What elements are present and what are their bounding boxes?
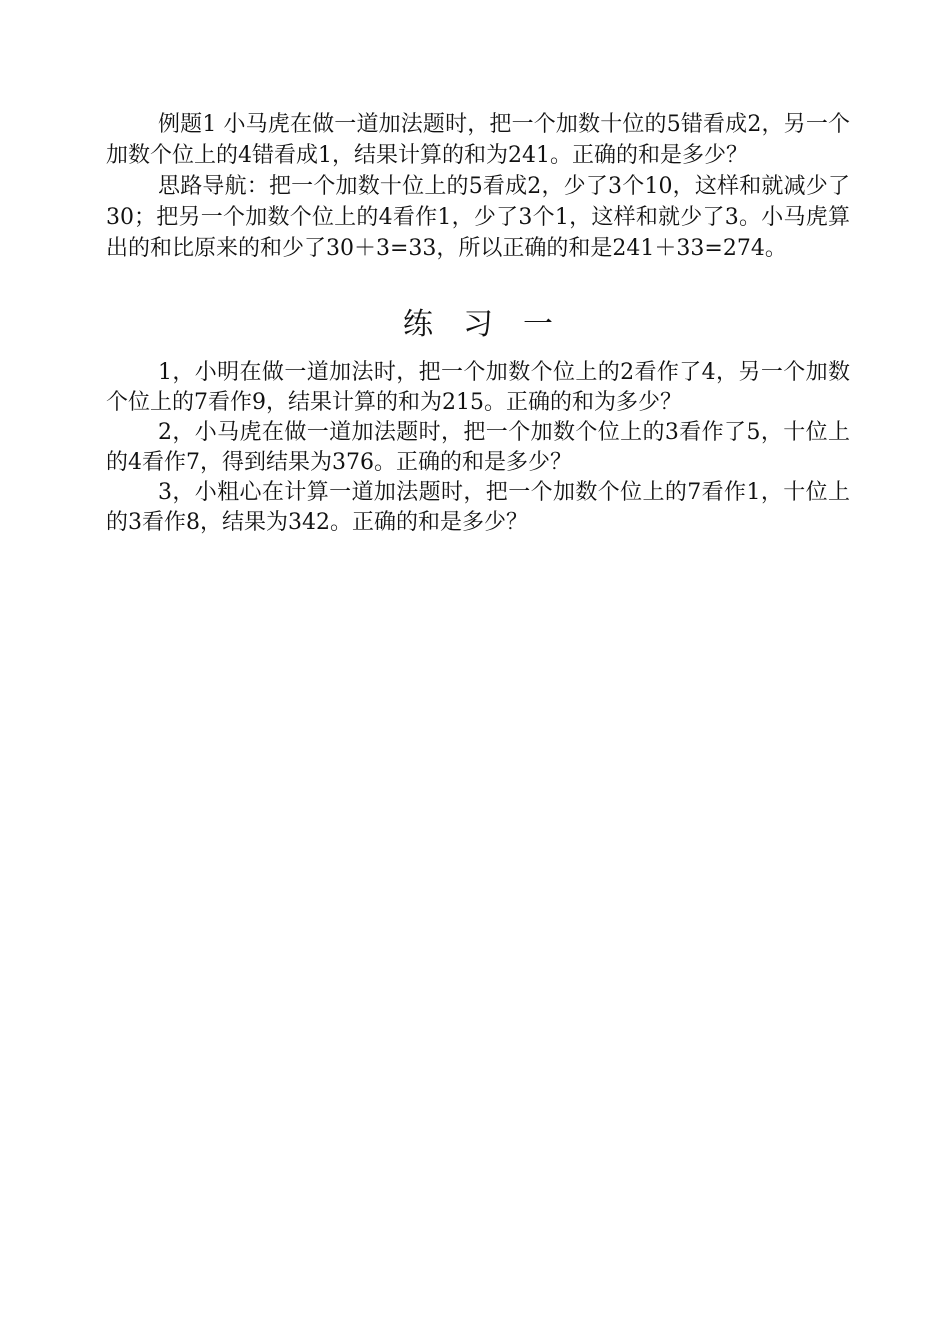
example-problem: 例题1 小马虎在做一道加法题时，把一个加数十位的5错看成2，另一个加数个位上的4错看成1，结果计算的和为241。正确的和是多少？ — [106, 112, 850, 168]
exercise-list — [106, 358, 850, 538]
exercise-item-1: 1，小明在做一道加法时，把一个加数个位上的2看作了4，另一个加数个位上的7看作9，结果计算的和为215。正确的和为多少？ — [106, 360, 850, 415]
document-content — [106, 109, 850, 538]
example-solution: 思路导航：把一个加数十位上的5看成2，少了3个10，这样和就减少了30；把另一个加数个位上的4看作1，少了3个1，这样和就少了3。小马虎算出的和比原来的和少了30＋3=33，所以正确的和是241＋33=274。 — [106, 174, 850, 261]
exercise-item-2: 2，小马虎在做一道加法题时，把一个加数个位上的3看作了5，十位上的4看作7，得到结果为376。正确的和是多少？ — [106, 420, 850, 475]
exercise-heading: 练习一 — [403, 307, 583, 342]
exercise-item-3: 3，小粗心在计算一道加法题时，把一个加数个位上的7看作1，十位上的3看作8，结果为342。正确的和是多少？ — [106, 480, 850, 535]
